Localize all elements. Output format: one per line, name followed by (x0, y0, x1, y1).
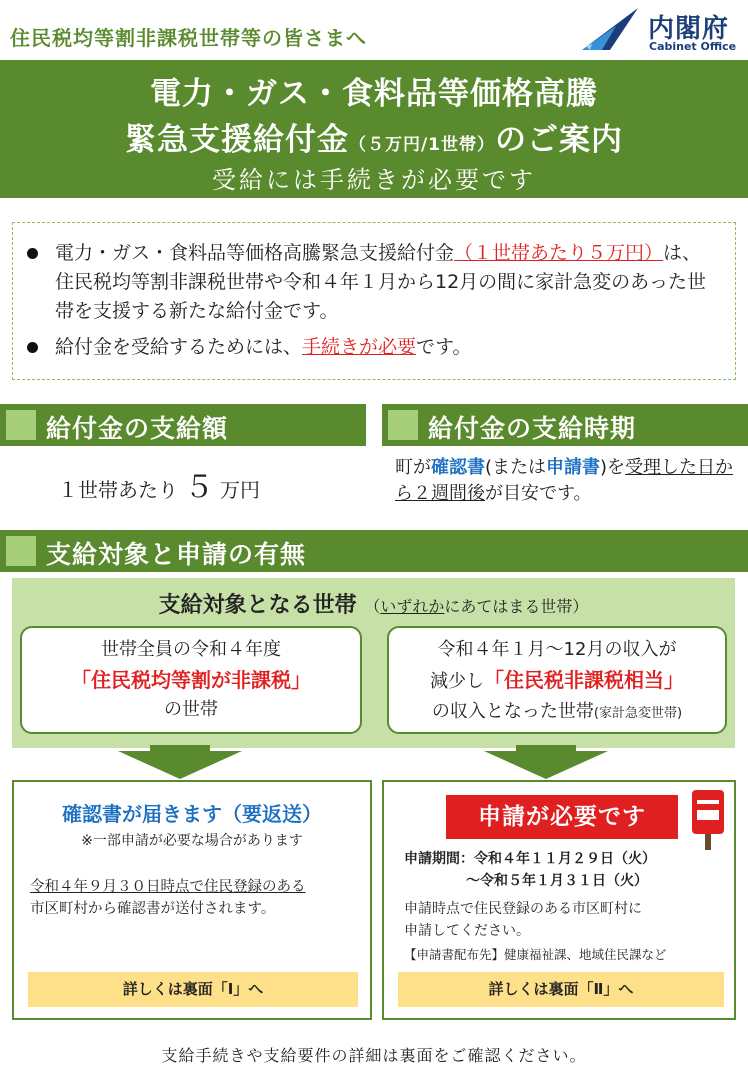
target-box-nontaxable (20, 626, 362, 734)
application-body (404, 898, 724, 966)
target-note-open: （ (364, 597, 381, 616)
target-box2-highlight: 「住民税非課税相当」 (484, 668, 684, 692)
banner-title-line2 (0, 114, 748, 159)
bullet-dot-icon (27, 248, 38, 259)
target-box2-line2a: 減少し (430, 671, 484, 692)
result-confirmation-title: 確認書が届きます（要返送） (62, 802, 322, 826)
timing-period: 受理した日から２週間後 (395, 457, 734, 504)
intro-bullet-2-b: です。 (416, 336, 472, 358)
timing-t1: 町が (395, 457, 431, 478)
target-section-heading (0, 530, 748, 572)
timing-section-heading-text: 給付金の支給時期 (428, 414, 637, 443)
result-confirmation-body-line1: 令和４年９月３０日時点で住民登録のある (30, 879, 306, 895)
banner-title-amount: （５万円/1世帯） (348, 135, 496, 155)
target-title-note (364, 597, 588, 616)
heading-square-icon (6, 536, 36, 566)
heading-square-icon (6, 410, 36, 440)
target-box1-highlight: 「住民税均等割が非課税」 (71, 668, 311, 692)
target-box2-line2 (389, 665, 725, 697)
target-title (12, 588, 735, 619)
see-back-section-2-button: 詳しくは裏面「Ⅱ」へ (398, 972, 724, 1007)
intro-bullet-2 (27, 333, 717, 362)
intro-bullet-1-amount: （１世帯あたり５万円） (454, 242, 664, 264)
amount-suffix: 万円 (220, 478, 260, 502)
result-confirmation-note: ※一部申請が必要な場合があります (81, 833, 303, 849)
amount-text (58, 462, 260, 506)
target-box2-line3 (389, 697, 725, 729)
application-body-line2: 申請してください。 (404, 923, 530, 939)
amount-section-heading (0, 404, 366, 446)
intro-bullet-2-required: 手続きが必要 (302, 336, 417, 358)
target-box2-line3a: の収入となった世帯 (431, 701, 594, 722)
see-back-section-1-button: 詳しくは裏面「Ⅰ」へ (28, 972, 358, 1007)
intro-bullet-1 (27, 239, 717, 326)
target-title-text: 支給対象となる世帯 (158, 593, 357, 618)
amount-number: ５ (184, 470, 214, 505)
target-section-heading-text: 支給対象と申請の有無 (46, 540, 307, 569)
timing-t5: )を (600, 457, 626, 478)
intro-bullet-2-a: 給付金を受給するためには、 (55, 336, 303, 358)
heading-square-icon (388, 410, 418, 440)
banner-title-main: 緊急支援給付金 (124, 122, 349, 158)
application-period-end: ～令和５年１月３１日（火） (466, 873, 648, 889)
target-note-rest: にあてはまる世帯） (444, 597, 589, 616)
amount-prefix: １世帯あたり (58, 478, 178, 502)
logo-text-jp: 内閣府 (648, 14, 730, 44)
cabinet-office-logo-icon (580, 6, 640, 54)
intro-bullet-2-text (55, 333, 717, 362)
timing-text (395, 455, 735, 507)
target-box-sudden-change (387, 626, 727, 734)
target-box2-line3b: (家計急変世帯) (593, 706, 683, 721)
result-confirmation-body-line2: 市区町村から確認書が送付されます。 (30, 901, 276, 917)
target-box1-line1: 世帯全員の令和４年度 (101, 639, 281, 660)
down-arrows (0, 745, 748, 781)
timing-confirmation: 確認書 (431, 457, 485, 478)
timing-application: 申請書 (546, 457, 601, 478)
result-application-box (382, 780, 736, 1020)
logo-text-en: Cabinet Office (649, 40, 737, 53)
timing-section-heading (382, 404, 748, 446)
mailbox-icon (690, 788, 726, 852)
result-confirmation-box (12, 780, 372, 1020)
amount-section-heading-text: 給付金の支給額 (46, 414, 229, 443)
intro-box (12, 222, 736, 380)
footer-note: 支給手続きや支給要件の詳細は裏面をご確認ください。 (161, 1046, 587, 1065)
down-arrow-right-icon (484, 745, 608, 779)
timing-t7: が目安です。 (485, 483, 592, 504)
title-banner (0, 60, 748, 198)
result-confirmation-body (30, 876, 360, 920)
timing-t3: (または (485, 457, 547, 478)
banner-subtitle: 受給には手続きが必要です (212, 166, 536, 194)
application-period (404, 848, 656, 892)
intro-bullet-1-b: は、住民税均等割非課税世帯や令和４年１月から12月の間に家計急変のあった世帯を支援する新たな給付金です。 (55, 242, 706, 322)
intro-bullet-1-a: 電力・ガス・食料品等価格高騰緊急支援給付金 (55, 242, 455, 264)
down-arrow-left-icon (118, 745, 242, 779)
header-tagline: 住民税均等割非課税世帯等の皆さまへ (10, 26, 367, 50)
bullet-dot-icon (27, 342, 38, 353)
application-required-badge: 申請が必要です (446, 795, 678, 839)
intro-bullet-1-text (55, 239, 717, 326)
target-area (12, 578, 735, 748)
banner-title-line1: 電力・ガス・食料品等価格高騰 (150, 76, 598, 112)
application-distribution-places: 【申請書配布先】健康福祉課、地域住民課など (404, 947, 667, 962)
application-body-line1: 申請時点で住民登録のある市区町村に (404, 901, 642, 917)
target-note-either: いずれか (380, 597, 445, 616)
target-box1-line3: の世帯 (164, 699, 218, 720)
banner-title-end: のご案内 (495, 122, 624, 158)
application-period-start: 申請期間：令和４年１１月２９日（火） (404, 851, 656, 867)
cabinet-office-logo (580, 6, 740, 56)
target-box2-line1: 令和４年１月～12月の収入が (437, 639, 677, 660)
